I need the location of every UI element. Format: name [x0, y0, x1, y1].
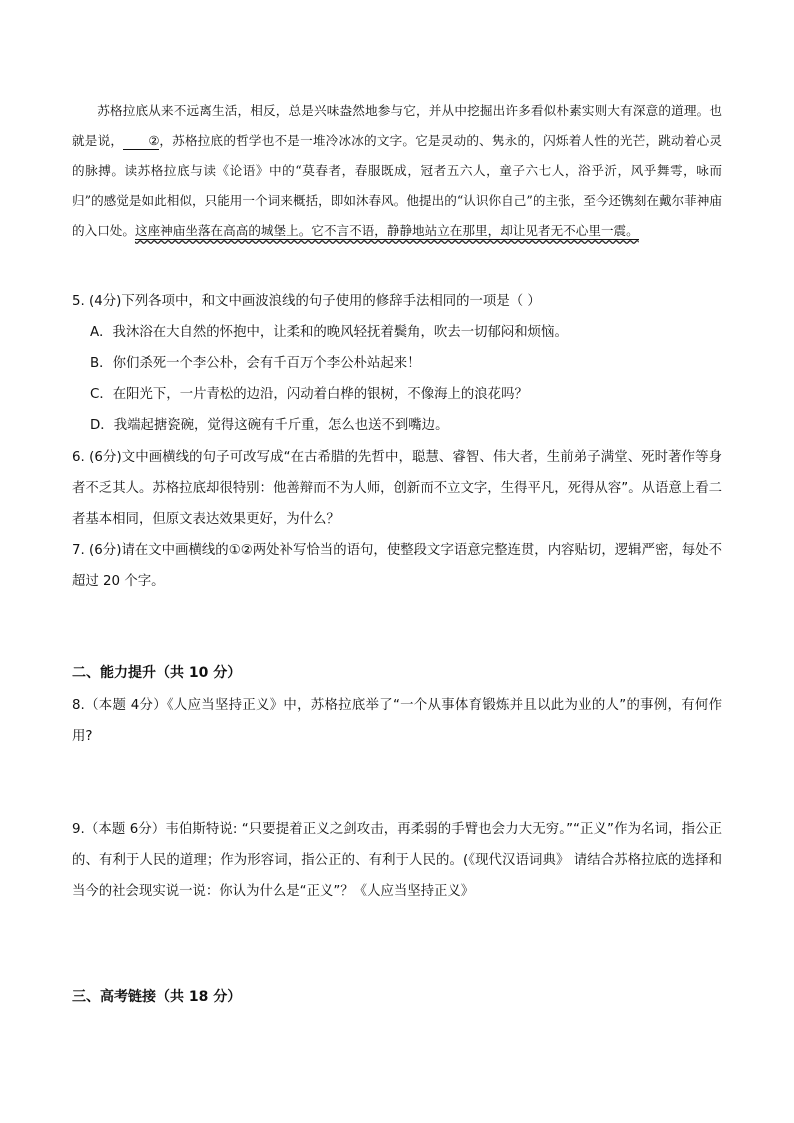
fill-blank-2: ②: [123, 133, 159, 150]
question-7-text: 7. (6分)请在文中画横线的①②两处补写恰当的语句，使整段文字语意完整连贯，内容贴切，逻辑严密，每处不超过 20 个字。: [72, 543, 722, 589]
reading-passage: [72, 96, 722, 246]
question-6: [72, 442, 722, 535]
question-5-option-a: A．我沐浴在大自然的怀抱中，让柔和的晚风轻抚着鬓角，吹去一切郁闷和烦恼。: [90, 325, 568, 340]
question-5: [72, 286, 722, 441]
passage-text: 苏格拉底从来不远离生活，相反，总是兴味盎然地参与它，并从中挖掘出许多看似朴素实则大有深意的道理。也就是说，: [72, 103, 722, 148]
question-8-text: 8.（本题 4分）《人应当坚持正义》中，苏格拉底举了“一个从事体育锻炼并且以此为业的人”的事例，有何作用?: [72, 698, 722, 744]
question-5-option-d: D．我端起搪瓷碗，觉得这碗有千斤重，怎么也送不到嘴边。: [90, 418, 449, 433]
question-5-option-c: C．在阳光下，一片青松的边沿，闪动着白桦的银树，不像海上的浪花吗？: [90, 387, 528, 402]
question-7: [72, 535, 722, 597]
question-8: [72, 690, 722, 752]
question-5-stem: 5. (4分)下列各项中，和文中画波浪线的句子使用的修辞手法相同的一项是（ ）: [72, 294, 541, 309]
section-3-heading: 三、高考链接（共 18 分）: [72, 989, 242, 1005]
question-5-option-b: B．你们杀死一个李公朴，会有千百万个李公朴站起来！: [90, 356, 421, 371]
passage-text-continued: ，苏格拉底的哲学也不是一堆冷冰冰的文字。它是灵动的、隽永的，闪烁着人性的光芒，跳动着心灵的脉搏。读苏格拉底与读《论语》中的“莫春者，春服既成，冠者五六人，童子六七人，浴乎沂，风乎舞雩，咏而归”的感觉是如此相似，只能用一个词来概括，即如沐春风。他提出的“认识你自己”的主张，至今还镌刻在戴尔菲神庙的入口处。: [72, 133, 723, 238]
question-6-text: 6. (6分)文中画横线的句子可改写成“在古希腊的先哲中，聪慧、睿智、伟大者，生前弟子满堂、死时著作等身者不乏其人。苏格拉底却很特别：他善辩而不为人师，创新而不立文字，生得平凡，死得从容”。从语意上看二者基本相同，但原文表达效果更好，为什么？: [72, 450, 722, 527]
section-2-heading: 二、能力提升（共 10 分）: [72, 665, 242, 681]
question-9-text: 9.（本题 6分）韦伯斯特说: “只要提着正义之剑攻击，再柔弱的手臂也会力大无穷。”“正义”作为名词，指公正的、有利于人民的道理；作为形容词，指公正的、有利于人民的。(《现代汉语词典》 请结合苏格拉底的选择和当今的社会现实说一说：你认为什么是“正义”？《人应当坚持正义》: [72, 822, 722, 899]
question-9: [72, 814, 722, 907]
passage-paragraph: [72, 96, 722, 246]
wavy-underlined-sentence: 这座神庙坐落在高高的城堡上。它不言不语，静静地站立在那里，却让见者无不心里一震。: [134, 223, 639, 238]
